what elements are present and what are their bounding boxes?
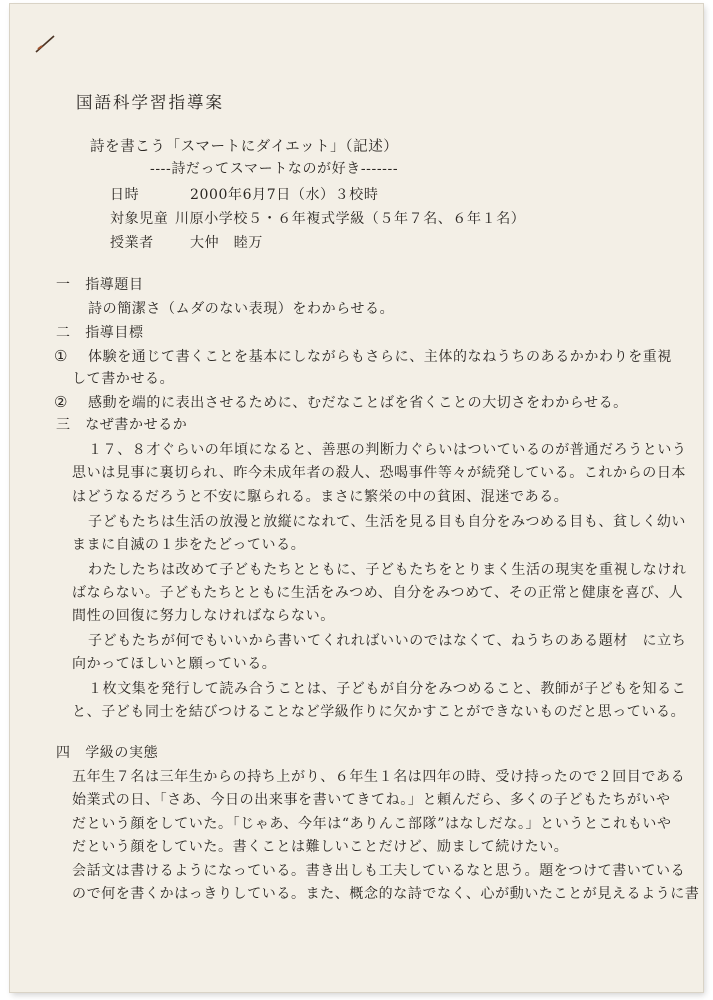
info-label-class: 対象児童 [110, 211, 169, 227]
goal-1-line-1: 体験を通じて書くことを基本にしながらもさらに、主体的なねうちのあるかかわりを重視 [88, 349, 672, 365]
class-state-line: 始業式の日、「さあ、今日の出来事を書いてきてね。」と頼んだら、多くの子どもたちがいや [72, 792, 671, 808]
reason-line: 子どもたちが何でもいいから書いてくれればいいのではなくて、ねうちのある題材 に立ち [88, 633, 687, 649]
reason-line: 向かってほしいと願っている。 [72, 656, 277, 672]
info-value-teacher: 大仲 睦万 [190, 235, 263, 251]
class-state-line: 会話文は書けるようになっている。書き出しも工夫しているなと思う。題をつけて書いている [72, 863, 686, 879]
document-subtitle: ----詩だってスマートなのが好き------- [150, 161, 399, 177]
info-label-date: 日時 [110, 187, 140, 203]
section-heading-3: 三 なぜ書かせるか [56, 417, 188, 433]
goal-2-line-1: 感動を端的に表出させるために、むだなことばを省くことの大切さをわからせる。 [88, 395, 628, 411]
goal-marker-2: ② [54, 393, 68, 411]
class-state-line: だという顔をしていた。「じゃあ、今年は“ありんこ部隊”はなしだな。」というとこれもいや [72, 816, 672, 832]
section-heading-1: 一 指導題目 [56, 277, 144, 293]
document-title: 国語科学習指導案 [76, 93, 224, 112]
section-body-1: 詩の簡潔さ（ムダのない表現）をわからせる。 [88, 301, 395, 317]
goal-1-line-2: して書かせる。 [72, 371, 175, 387]
reason-line: ままに自滅の１歩をたどっている。 [72, 537, 306, 553]
document-page [10, 4, 703, 992]
reason-line: わたしたちは改めて子どもたちとともに、子どもたちをとりまく生活の現実を重視しなけれ [88, 562, 687, 578]
section-heading-4: 四 学級の実態 [56, 745, 159, 761]
info-value-class: 川原小学校５・６年複式学級（５年７名、６年１名） [175, 211, 526, 227]
reason-line: １枚文集を発行して読み合うことは、子どもが自分をみつめること、教師が子どもを知るこ [88, 681, 687, 697]
reason-line: 間性の回復に努力しなければならない。 [72, 608, 335, 624]
info-label-teacher: 授業者 [110, 235, 154, 251]
class-state-line: ので何を書くかはっきりしている。また、概念的な詩でなく、心が動いたことが見えるように書 [72, 886, 700, 902]
class-state-line: 五年生７名は三年生からの持ち上がり、６年生１名は四年の時、受け持ったので２回目である [72, 769, 686, 785]
document-topic: 詩を書こう「スマートにダイエット」（記述） [90, 139, 399, 155]
class-state-line: だという顔をしていた。書くことは難しいことだけど、励まして続けたい。 [72, 839, 569, 855]
reason-line: ばならない。子どもたちとともに生活をみつめ、自分をみつめて、その正常と健康を喜び、人 [72, 585, 684, 601]
reason-line: と、子ども同士を結びつけることなど学級作りに欠かすことができないものだと思っている。 [72, 704, 686, 720]
reason-line: 思いは見事に裏切られ、昨今未成年者の殺人、恐喝事件等々が続発している。これからの日本 [72, 465, 687, 481]
info-value-date: 2000年6月7日（水）３校時 [190, 187, 379, 203]
section-heading-2: 二 指導目標 [56, 325, 144, 341]
pen-mark-icon [34, 34, 56, 54]
reason-line: １７、８才ぐらいの年頃になると、善悪の判断力ぐらいはついているのが普通だろうという [88, 442, 687, 458]
reason-line: はどうなるだろうと不安に駆られる。まさに繁栄の中の貧困、混迷である。 [72, 489, 569, 505]
goal-marker-1: ① [54, 347, 68, 365]
reason-line: 子どもたちは生活の放漫と放縦になれて、生活を見る目も自分をみつめる目も、貧しく幼い [88, 514, 687, 530]
